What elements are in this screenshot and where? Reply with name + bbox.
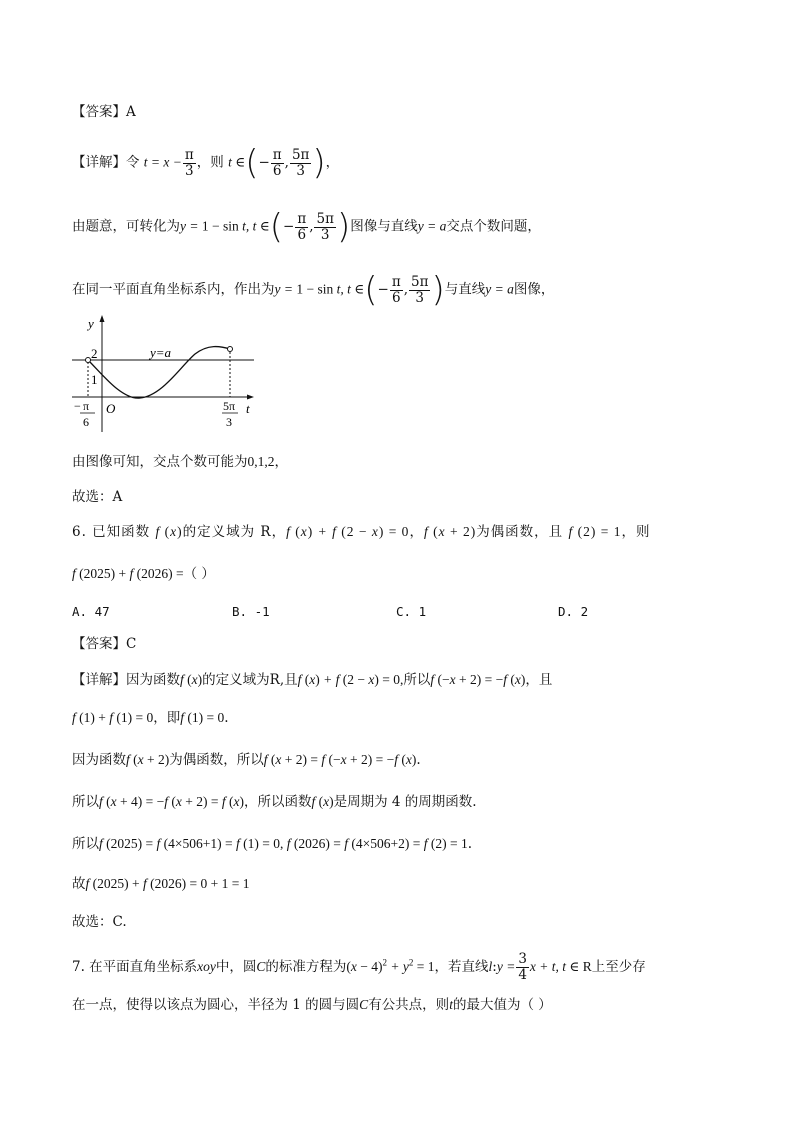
q6-detail-line6: 故f (2025) + f (2026) = 0 + 1 = 1 xyxy=(72,876,250,892)
t-axis-label: t xyxy=(246,401,250,416)
text-segment: 中，圆 xyxy=(215,959,257,975)
text-segment: ，则 xyxy=(196,154,224,171)
text-segment: 上至少存 xyxy=(591,959,646,975)
formula-t-def: t = x − xyxy=(143,154,182,170)
q6-detail-line5: 所以f (2025) = f (4×506+1) = f (1) = 0, f (2026) = f (4×506+2) = f (2) = 1. xyxy=(72,836,473,852)
text-segment: 的最大值为（ ） xyxy=(452,997,552,1013)
answer-label: 【答案】 xyxy=(72,636,126,652)
text-segment: ，若直线 xyxy=(434,959,489,975)
q6-answer-line xyxy=(72,634,136,654)
text-segment: 的定义域为 xyxy=(202,672,270,688)
q6-detail-line1: 【详解】因为函数f (x)的定义域为R,且f (x) + f (2 − x) = 0,所以f (−x + 2) = −f (x)，且 xyxy=(72,672,553,688)
q6-detail-line3: 因为函数f (x + 2)为偶函数，所以f (x + 2) = f (−x + 2) = −f (x). xyxy=(72,752,421,768)
q6-choose: 故选：C. xyxy=(72,914,127,930)
formula-y: y = 1 − sin t, t ∈ xyxy=(180,218,270,234)
text-segment: 所以 xyxy=(72,836,99,852)
right-tick-den: 3 xyxy=(226,415,232,429)
text-segment: ，所以函数 xyxy=(244,794,312,810)
q5-choose: 故选：A xyxy=(72,489,123,505)
y-axis-label: y xyxy=(88,316,94,331)
text-segment: 因为函数 xyxy=(72,752,126,768)
option-a[interactable]: A. 47 xyxy=(72,604,110,619)
right-open-endpoint xyxy=(228,347,233,352)
text-segment: 的定义域为 R， xyxy=(182,524,287,540)
text-segment: 与直线 xyxy=(444,281,486,298)
text-segment: 故 xyxy=(72,876,86,892)
line-label: y=a xyxy=(150,345,172,360)
t-axis-arrow xyxy=(247,395,254,400)
text-segment: 交点个数问题， xyxy=(446,218,541,235)
text-segment: ， xyxy=(274,454,288,470)
text-segment: 由题意，可转化为 xyxy=(72,218,180,235)
answer-label: 【答案】 xyxy=(72,104,126,120)
left-tick-num: π xyxy=(83,399,90,413)
q5-line2: 由题意，可转化为y = 1 − sin t, t ∈(− $\frac{\pi}{6}$ , $\frac{5\pi}{3}$ )图像与直线y = a交点个数问题， xyxy=(72,207,541,247)
text-segment: 为偶函数，所以 xyxy=(169,752,264,768)
text-segment: ，则 xyxy=(621,524,651,540)
values: 0,1,2 xyxy=(247,454,275,469)
text-segment: ， xyxy=(325,154,340,171)
text-segment: 在一点，使得以该点为圆心，半径为 1 的圆与圆 xyxy=(72,997,360,1013)
left-tick-sign: − xyxy=(74,399,81,413)
text-segment: 是周期为 4 的周期函数. xyxy=(333,794,477,810)
text-segment: 图像与直线 xyxy=(350,218,418,235)
text-segment: 为偶函数，且 xyxy=(476,524,564,540)
y-axis-arrow xyxy=(100,315,105,322)
option-c[interactable]: C. 1 xyxy=(396,604,427,619)
text-segment: 图像， xyxy=(513,281,555,298)
origin-label: O xyxy=(106,401,116,416)
text-segment: 6. 已知函数 xyxy=(72,524,151,540)
q5-answer-line xyxy=(72,102,136,122)
text-segment: 所以 xyxy=(72,794,99,810)
text-segment: （ ） xyxy=(183,566,215,582)
q6-options xyxy=(72,602,732,622)
q6-stem-line2: f (2025) + f (2026) =（ ） xyxy=(72,566,215,582)
q5-detail-line1: 【详解】令 t = x − $\frac{\pi}{3}$ ，则 t ∈(− $\frac{\pi}{6}$ , $\frac{5\pi}{3}$ )， xyxy=(72,143,340,183)
q6-detail-line4: 所以f (x + 4) = −f (x + 2) = f (x)，所以函数f (x)是周期为 4 的周期函数. xyxy=(72,794,477,810)
text-segment: 有公共点，则 xyxy=(368,997,450,1013)
left-open-endpoint xyxy=(86,358,91,363)
option-d[interactable]: D. 2 xyxy=(558,604,589,619)
text-segment: 7. 在平面直角坐标系 xyxy=(72,959,198,975)
answer-value: A xyxy=(126,104,136,120)
formula-t-range: t ∈ xyxy=(228,154,246,170)
q7-stem-line1: 7. 在平面直角坐标系xoy中，圆C的标准方程为$(x - 4)^2 + y^2 = 1$，若直线l:y = $\frac{3}{4}$ x + t, t ∈ R上至少存 xyxy=(72,951,646,983)
detail-label: 【详解】 xyxy=(72,672,126,688)
text-segment: ，且 xyxy=(525,672,553,688)
q6-detail-line2: f (1) + f (1) = 0，即f (1) = 0. xyxy=(72,710,229,726)
tick-2: 2 xyxy=(91,346,98,361)
text-segment: ，即 xyxy=(153,710,181,726)
q7-stem-line2: 在一点，使得以该点为圆心，半径为 1 的圆与圆C有公共点，则t的最大值为（ ） xyxy=(72,997,552,1013)
text-segment: 令 xyxy=(126,154,140,171)
detail-label: 【详解】 xyxy=(72,154,126,171)
function-graph xyxy=(70,312,270,437)
right-tick-num: 5π xyxy=(223,399,236,413)
q5-conclusion xyxy=(72,452,288,472)
left-tick-den: 6 xyxy=(83,415,89,429)
option-b[interactable]: B. -1 xyxy=(232,604,270,619)
text-segment: 在同一平面直角坐标系内，作出为 xyxy=(72,281,275,298)
text-segment: 由图像可知，交点个数可能为 xyxy=(72,454,248,470)
q5-line3: 在同一平面直角坐标系内，作出为y = 1 − sin t, t ∈(− $\frac{\pi}{6}$ , $\frac{5\pi}{3}$ )与直线y = a图像， xyxy=(72,270,555,310)
q6-stem-line1: 6. 已知函数 f (x)的定义域为 R，f (x) + f (2 − x) = 0，f (x + 2)为偶函数，且 f (2) = 1，则 xyxy=(72,524,651,540)
text-segment: 的标准方程为 xyxy=(265,959,347,975)
tick-1: 1 xyxy=(91,372,98,387)
fraction-pi-3: $\frac{\pi}{3}$ xyxy=(184,146,194,179)
answer-value: C xyxy=(126,636,137,652)
text-segment: 所以 xyxy=(403,672,431,688)
text-segment: 因为函数 xyxy=(126,672,180,688)
